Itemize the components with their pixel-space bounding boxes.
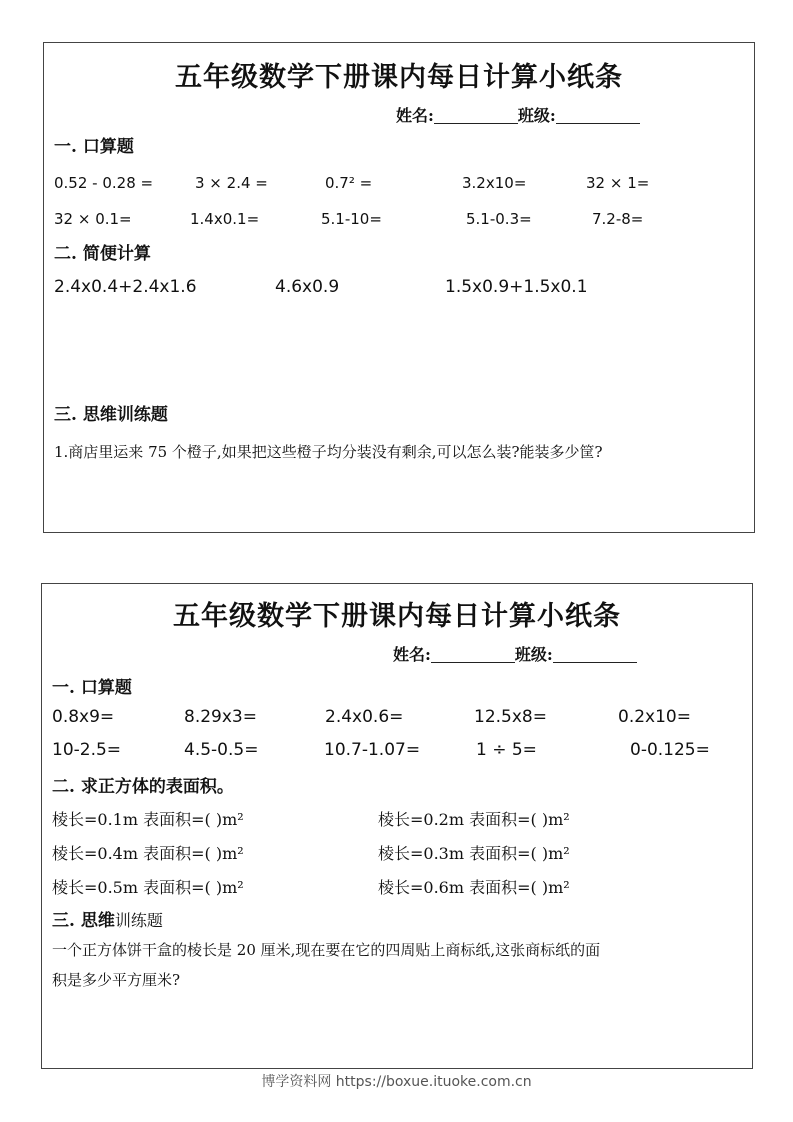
section-thinking — [52, 906, 163, 931]
simplify-item: 1.5x0.9+1.5x0.1 — [445, 277, 588, 297]
oral-item: 10-2.5= — [52, 740, 122, 760]
simplify-item: 4.6x0.9 — [275, 277, 340, 297]
name-class-line — [393, 642, 637, 665]
name-label: 姓名: — [393, 645, 431, 664]
class-label: 班级: — [517, 106, 556, 125]
oral-item: 5.1-10= — [321, 210, 382, 228]
oral-item: 0.2x10= — [618, 707, 691, 727]
oral-item: 4.5-0.5= — [184, 740, 259, 760]
section-simplify: 二. 简便计算 — [54, 244, 151, 264]
oral-item: 0-0.125= — [630, 740, 710, 760]
cube-item: 棱长=0.6m 表面积=( )m² — [378, 878, 570, 897]
oral-item: 3.2x10= — [462, 174, 527, 192]
word-problem: 1.商店里运来 75 个橙子,如果把这些橙子均分装没有剩余,可以怎么装?能装多少筐? — [54, 443, 603, 461]
worksheet-card-1 — [43, 42, 755, 533]
simplify-item: 2.4x0.4+2.4x1.6 — [54, 277, 197, 297]
footer-watermark: 博学资料网 https://boxue.ituoke.com.cn — [261, 1074, 532, 1090]
section-cube: 二. 求正方体的表面积。 — [52, 777, 234, 797]
oral-item: 0.8x9= — [52, 707, 115, 727]
section-thinking-bold: 三. 思维 — [52, 911, 115, 931]
word-problem-line-1: 一个正方体饼干盒的棱长是 20 厘米,现在要在它的四周贴上商标纸,这张商标纸的面 — [52, 941, 601, 959]
card-title: 五年级数学下册课内每日计算小纸条 — [173, 601, 621, 632]
name-blank — [434, 123, 518, 124]
cube-item: 棱长=0.1m 表面积=( )m² — [52, 810, 244, 829]
class-blank — [553, 662, 637, 663]
card-title: 五年级数学下册课内每日计算小纸条 — [175, 62, 623, 93]
word-problem-line-2: 积是多少平方厘米? — [52, 971, 181, 989]
oral-item: 0.7² = — [325, 174, 373, 192]
section-oral: 一. 口算题 — [52, 678, 132, 698]
oral-item: 0.52 - 0.28 = — [54, 174, 154, 192]
oral-item: 1.4x0.1= — [190, 210, 260, 228]
oral-item: 1 ÷ 5= — [476, 740, 537, 760]
oral-item: 10.7-1.07= — [324, 740, 421, 760]
oral-item: 3 × 2.4 = — [195, 174, 268, 192]
oral-item: 12.5x8= — [474, 707, 547, 727]
oral-item: 2.4x0.6= — [325, 707, 404, 727]
oral-item: 32 × 1= — [586, 174, 650, 192]
cube-item: 棱长=0.3m 表面积=( )m² — [378, 844, 570, 863]
name-blank — [431, 662, 515, 663]
cube-item: 棱长=0.4m 表面积=( )m² — [52, 844, 244, 863]
name-label: 姓名: — [396, 106, 434, 125]
name-class-line — [396, 103, 640, 126]
worksheet-card-2 — [41, 583, 753, 1069]
section-thinking: 三. 思维训练题 — [54, 405, 168, 425]
class-label: 班级: — [514, 645, 553, 664]
cube-item: 棱长=0.5m 表面积=( )m² — [52, 878, 244, 897]
section-thinking-rest: 训练题 — [114, 911, 163, 930]
oral-item: 5.1-0.3= — [466, 210, 532, 228]
oral-item: 7.2-8= — [592, 210, 644, 228]
section-oral: 一. 口算题 — [54, 137, 134, 157]
oral-item: 32 × 0.1= — [54, 210, 132, 228]
class-blank — [556, 123, 640, 124]
oral-item: 8.29x3= — [184, 707, 257, 727]
cube-item: 棱长=0.2m 表面积=( )m² — [378, 810, 570, 829]
